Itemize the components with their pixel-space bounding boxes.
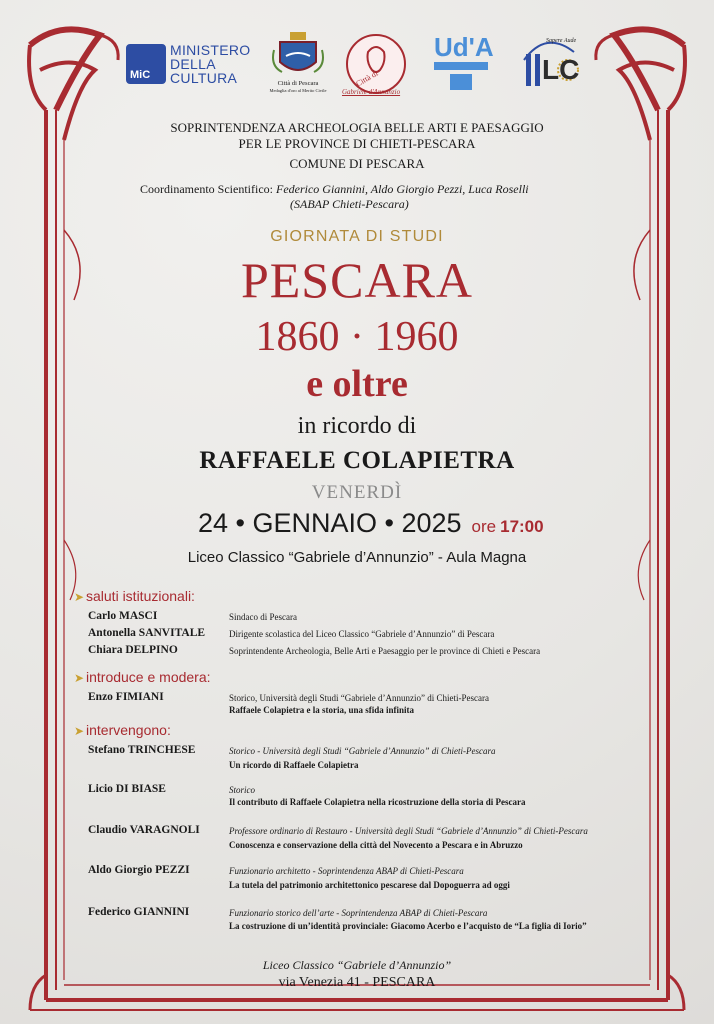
event-time: 17:00: [500, 517, 544, 536]
event-oltre: e oltre: [306, 363, 408, 405]
intervengono-heading-text: intervengono:: [86, 722, 171, 738]
speaker-name: Aldo Giorgio PEZZI: [88, 864, 190, 876]
speaker-name: Claudio VARAGNOLI: [88, 824, 200, 836]
event-date: 24 • GENNAIO • 2025: [198, 508, 462, 538]
pescara-logo-line1: Città di Pescara: [277, 80, 319, 87]
moderator-talk: Raffaele Colapietra e la storia, una sfida infinita: [229, 705, 414, 715]
person-name: Carlo MASCI: [88, 610, 158, 622]
citta-vate-logo: [340, 30, 412, 102]
event-honoree: RAFFAELE COLAPIETRA: [199, 447, 515, 474]
moderator-role: Storico, Università degli Studi “Gabriele d’Annunzio” di Chieti-Pescara: [229, 693, 489, 703]
person-name: Chiara DELPINO: [88, 644, 178, 656]
arrow-icon: ➤: [74, 724, 85, 738]
person-name: Antonella SANVITALE: [88, 627, 206, 639]
mic-badge: [126, 44, 166, 84]
speaker-role: Funzionario storico dell’arte - Soprintendenza ABAP di Chieti-Pescara: [229, 908, 488, 918]
speaker-name: Licio DI BIASE: [88, 783, 166, 795]
ministry-line2: DELLA: [170, 56, 216, 72]
ministry-logo: [126, 44, 254, 86]
organizer-line2: PER LE PROVINCE DI CHIETI-PESCARA: [238, 136, 476, 151]
moderator-name: Enzo FIMIANI: [88, 691, 164, 703]
speaker-name: Stefano TRINCHESE: [88, 744, 196, 756]
event-date-line: [198, 508, 544, 539]
person-role: Soprintendente Archeologia, Belle Arti e Paesaggio per le province di Chieti e Pescara: [229, 646, 541, 656]
speaker-talk: Il contributo di Raffaele Colapietra nella ricostruzione della storia di Pescara: [229, 797, 526, 807]
coordination-block: [140, 182, 580, 212]
speaker-talk: Un ricordo di Raffaele Colapietra: [229, 760, 359, 770]
saluti-heading-text: saluti istituzionali:: [86, 588, 195, 604]
event-time-label: ore: [471, 517, 497, 536]
ministry-line3: CULTURA: [170, 70, 238, 86]
arrow-icon: ➤: [74, 671, 85, 685]
lc-logo-text: LC: [542, 54, 580, 85]
citta-vate-text: Città di: [354, 68, 380, 89]
pescara-logo: [270, 30, 326, 104]
speaker-talk: La costruzione di un’identità provinciale: Giacomo Acerbo e l’acquisto de “La figlia di Iorio”: [229, 921, 587, 931]
event-years: 1860 · 1960: [255, 314, 459, 360]
speaker-role: Storico: [229, 785, 255, 795]
introduce-heading-text: introduce e modera:: [86, 669, 211, 685]
uda-logo-text: Ud'A: [434, 32, 494, 62]
introduce-heading: [74, 669, 211, 685]
coordination-names: Federico Giannini, Aldo Giorgio Pezzi, Luca Roselli: [275, 182, 529, 196]
saluti-heading: [74, 588, 195, 604]
speaker-role: Professore ordinario di Restauro - Università degli Studi “Gabriele d’Annunzio” di Chieti-Pescara: [229, 826, 588, 836]
dannunzio-signature: Gabriele d'Annunzio: [342, 88, 401, 96]
organizer-block: [0, 120, 714, 172]
footer-school: Liceo Classico “Gabriele d’Annunzio”: [262, 958, 452, 972]
pescara-logo-line2: Medaglia d'oro al Merito Civile: [269, 88, 327, 93]
speaker-talk: Conoscenza e conservazione della città del Novecento a Pescara e in Abruzzo: [229, 840, 523, 850]
arrow-icon: ➤: [74, 590, 85, 604]
pescara-crest-icon: [270, 30, 326, 80]
coordination-label: Coordinamento Scientifico:: [140, 182, 273, 196]
organizer-line1: SOPRINTENDENZA ARCHEOLOGIA BELLE ARTI E PAESAGGIO: [170, 120, 544, 135]
lc-logo: [516, 34, 582, 94]
person-role: Dirigente scolastica del Liceo Classico “Gabriele d’Annunzio” di Pescara: [229, 629, 495, 639]
person-role: Sindaco di Pescara: [229, 612, 297, 622]
ministry-line1: MINISTERO: [170, 42, 251, 58]
uda-bar: [450, 74, 472, 90]
event-title: PESCARA: [240, 252, 474, 308]
event-ricordo: in ricordo di: [297, 413, 417, 439]
uda-bar: [434, 62, 488, 70]
speaker-role: Funzionario architetto - Soprintendenza ABAP di Chieti-Pescara: [229, 866, 464, 876]
event-weekday: VENERDÌ: [311, 482, 403, 503]
speaker-role: Storico - Università degli Studi “Gabriele d’Annunzio” di Chieti-Pescara: [229, 746, 496, 756]
speaker-talk: La tutela del patrimonio architettonico pescarese dal Dopoguerra ad oggi: [229, 880, 510, 890]
event-venue: Liceo Classico “Gabriele d’Annunzio” - Aula Magna: [187, 549, 527, 566]
uda-logo: [432, 32, 494, 94]
coordination-org: (SABAP Chieti-Pescara): [290, 197, 409, 211]
organizer-line3: COMUNE DI PESCARA: [289, 156, 425, 171]
intervengono-heading: [74, 722, 171, 738]
mic-badge-label: MiC: [130, 69, 151, 81]
lc-motto: Sapere Aude: [546, 38, 577, 44]
speaker-name: Federico GIANNINI: [88, 906, 190, 918]
event-kicker: GIORNATA DI STUDI: [270, 228, 444, 245]
footer-address: via Venezia 41 - PESCARA: [278, 975, 436, 990]
